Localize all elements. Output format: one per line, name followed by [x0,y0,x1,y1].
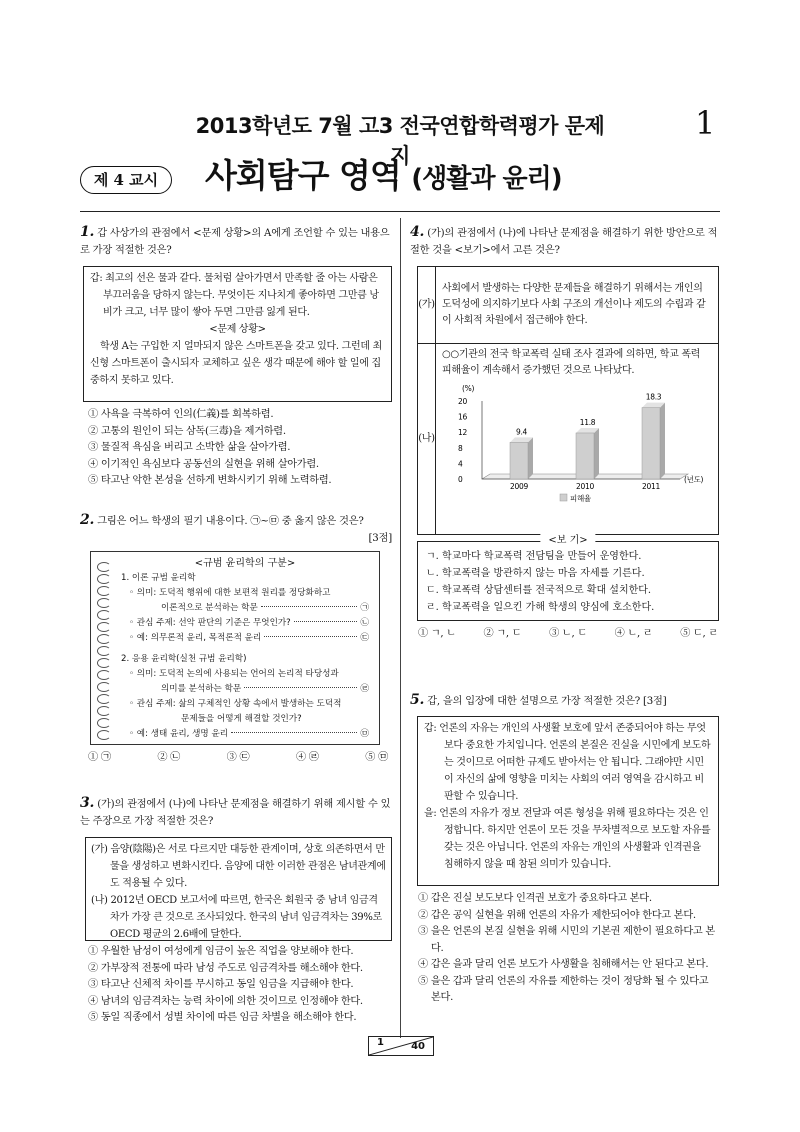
q2-notebook [90,551,380,745]
passage-subtitle: <문제 상황> [209,324,266,335]
text-ga: 사회에서 발생하는 다양한 문제들을 해결하기 위해서는 개인의 도덕성에 의지하기보다 사회 구조의 개선이나 제도의 수립과 같이 사회적 차원에서 접근해야 한다. [436,267,719,344]
notebook-line: ◦ 예: 의무론적 윤리, 목적론적 윤리 ㉢ [121,631,369,646]
q3-passage-box [85,837,392,941]
bar-side [528,437,533,479]
x-tick-label: 2010 [576,482,594,491]
y-tick-label: 16 [458,412,467,422]
text-na: ○○기관의 전국 학교폭력 실태 조사 결과에 의하면, 학교 폭력 피해율이 계속해서 증가했던 것으로 나타났다. [442,349,701,376]
q2-options [88,750,388,767]
option[interactable]: ② 갑은 공익 실현을 위해 언론의 자유가 제한되어야 한다고 본다. [418,909,696,921]
y-tick-label: 4 [458,459,463,469]
question-3 [80,795,392,830]
x-tick-label: 2011 [642,482,660,491]
column-divider [400,218,401,1038]
ring-icon [97,574,111,584]
option[interactable]: ⑤ ㄷ, ㄹ [680,628,718,639]
bar-chart [442,381,712,505]
current-page: 1 [377,1037,384,1048]
ring-icon [97,610,111,620]
q5-passage-box [417,716,719,886]
question-stem: 갑 사상가의 관점에서 <문제 상황>의 A에게 조언할 수 있는 내용으로 가장 적절한 것은? [80,228,390,256]
question-stem: (가)의 관점에서 (나)에 나타난 문제점을 해결하기 위해 제시할 수 있는 주장으로 가장 적절한 것은? [80,799,391,827]
ring-icon [97,658,111,668]
bogi-item: ㄴ. 학교폭력을 방관하지 않는 마음 자세를 기른다. [426,568,645,579]
marker: ㉢ [360,633,369,643]
total-pages: 40 [411,1041,425,1052]
passage-eul: 을: 언론의 자유가 정보 전달과 여론 형성을 위해 필요하다는 것은 인정합니다. 하지만 언론이 모든 것을 무차별적으로 보도할 자유를 갖는 것은 아닙니다. 언론의 자유는 개인의 사생활과 인격권을 침해하지 않을 때 참된 의미가 있습니다. [424,808,711,870]
data-label: 18.3 [645,392,662,402]
q4-options [418,626,718,643]
option[interactable]: ② ㄱ, ㄷ [483,628,522,639]
period-badge: 제 4 교시 [80,166,172,194]
x-axis-unit: (년도) [684,475,704,484]
notebook-line: ◦ 관심 주제: 선악 판단의 기준은 무엇인가? ㉡ [121,616,369,631]
option[interactable]: ④ ㉣ [295,752,319,763]
page-number: 1 [695,104,716,142]
cell-na [436,344,719,535]
data-label: 11.8 [579,417,596,427]
notebook-line: ◦ 관심 주제: 삶의 구체적인 상황 속에서 발생하는 도덕적 [129,699,342,709]
option[interactable]: ④ 남녀의 임금격차는 능력 차이에 의한 것이므로 인정해야 한다. [88,995,363,1007]
marker: ㉤ [360,729,369,739]
notebook-heading: 1. 이론 규범 윤리학 [121,573,196,583]
notebook-line: ◦ 예: 생태 윤리, 생명 윤리 ㉤ [121,727,369,742]
question-number: 3. [80,795,95,811]
q1-passage-box [83,266,392,402]
ring-icon [97,646,111,656]
question-1 [80,224,392,259]
bogi-title: <보 기> [540,534,595,548]
question-stem: (가)의 관점에서 (나)에 나타난 문제점을 해결하기 위한 방안으로 적절한 것을 <보기>에서 고른 것은? [410,228,718,256]
data-label: 9.4 [515,427,528,437]
option[interactable]: ③ 타고난 신체적 차이를 무시하고 동일 임금을 지급해야 한다. [88,979,354,990]
option[interactable]: ③ 을은 언론의 본질 실현을 위해 시민의 기본권 제한이 필요하다고 본다. [418,926,715,954]
notebook-line: ◦ 의미: 도덕적 논의에 사용되는 언어의 논리적 타당성과 [129,669,339,679]
subject-main: 사회탐구 영역 [205,156,401,195]
score-label: [3점] [368,533,392,544]
q4-bogi-box [417,535,719,621]
bogi-item: ㄹ. 학교폭력을 일으킨 가해 학생의 양심에 호소한다. [426,602,655,613]
option[interactable]: ① 갑은 진실 보도보다 인격권 보호가 중요하다고 본다. [418,893,652,904]
legend-label: 피해율 [570,494,591,503]
question-number: 5. [410,692,425,708]
q1-options [88,407,392,490]
notebook-line: ◦ 의미: 도덕적 행위에 대한 보편적 원리를 정당화하고 [129,588,331,598]
bar-side [660,403,665,479]
bogi-item: ㄱ. 학교마다 학교폭력 전담팀을 만들어 운영한다. [426,551,642,562]
notebook-heading: 2. 응용 윤리학(실천 규범 윤리학) [121,654,247,664]
option[interactable]: ④ 갑은 을과 달리 언론 보도가 사생활을 침해해서는 안 된다고 본다. [418,959,709,970]
notebook-title: <규범 윤리학의 구분> [194,558,296,569]
option[interactable]: ④ 이기적인 욕심보다 공동선의 실현을 위해 살아가렴. [88,458,319,470]
ring-icon [97,586,111,596]
legend-swatch [560,494,567,501]
q5-options [418,891,720,1007]
option[interactable]: ② 가부장적 전통에 따라 남성 주도로 임금격차를 해소해야 한다. [88,962,363,974]
q3-options [88,944,392,1027]
ring-icon [97,718,111,728]
y-tick-label: 12 [458,428,467,438]
marker: ㉣ [360,684,369,694]
bar [510,442,528,479]
y-axis-unit: (%) [462,384,475,393]
bar [642,408,660,479]
bogi-item: ㄷ. 학교폭력 상담센터를 전국적으로 확대 설치한다. [426,585,652,596]
header-rule [80,211,720,212]
option[interactable]: ① 사욕을 극복하여 인의(仁義)를 회복하렴. [88,409,274,420]
passage-text: 학생 A는 구입한 지 얼마되지 않은 스마트폰을 갖고 있다. 그런데 최신형 스마트폰이 출시되자 교체하고 싶은 생각 때문에 해야 할 일에 집중하지 못하고 있다. [90,341,382,386]
option[interactable]: ⑤ 동일 직종에서 성별 차이에 따른 임금 차별을 해소해야 한다. [88,1012,357,1023]
q4-table [417,266,719,535]
page-counter [368,1036,434,1056]
question-stem: 갑, 을의 입장에 대한 설명으로 가장 적절한 것은? [3점] [427,696,667,707]
subject-sub: (생활과 윤리) [411,164,562,194]
y-tick-label: 0 [458,475,463,484]
notebook-line: 이론적으로 분석하는 학문 ㉠ [121,601,369,616]
y-tick-label: 8 [458,443,463,453]
passage-gap: 갑: 언론의 자유는 개인의 사생활 보호에 앞서 존중되어야 하는 무엇보다 중요한 가치입니다. 언론의 본질은 진실을 시민에게 보도하는 것이므로 어떠한 규제도 받아서는 안 됩니다. 그래야만 시민이 자신의 삶에 영향을 미치는 사회의 여러 영역을 감시하고 비판할 수 있습니다. [424,723,711,802]
bar-side [594,428,599,479]
question-number: 1. [80,224,95,240]
ring-icon [97,622,111,632]
ring-icon [97,694,111,704]
label-na: (나) [418,344,436,535]
option[interactable]: ⑤ ㉤ [365,752,388,763]
question-number: 2. [80,512,95,528]
ring-icon [97,730,111,740]
option[interactable]: ③ ㉢ [226,752,250,763]
y-tick-label: 20 [458,397,467,406]
ring-icon [97,682,111,692]
notebook-line: 문제들을 어떻게 해결할 것인가? [181,714,302,724]
notebook-line: 의미를 분석하는 학문 ㉣ [121,682,369,697]
subject-title [205,150,562,197]
option[interactable]: ① ㉠ [88,752,111,763]
exam-title: 2013학년도 7월 고3 전국연합학력평가 문제지 [195,114,605,168]
ring-icon [97,598,111,608]
question-number: 4. [410,224,425,240]
option[interactable]: ③ ㄴ, ㄷ [549,628,587,639]
label-ga: (가) [418,267,436,344]
option[interactable]: ③ 물질적 욕심을 버리고 소박한 삶을 살아가렴. [88,442,291,453]
option[interactable]: ④ ㄴ, ㄹ [614,628,653,639]
x-tick-label: 2009 [510,482,528,491]
option[interactable]: ⑤ 을은 갑과 달리 언론의 자유를 제한하는 것이 정당화 될 수 있다고 본다. [418,975,709,1003]
option[interactable]: ⑤ 타고난 악한 본성을 선하게 변화시키기 위해 노력하렴. [88,475,332,486]
option[interactable]: ② 고통의 원인이 되는 삼독(三毒)을 제거하렴. [88,425,286,437]
ring-icon [97,706,111,716]
passage-text: 갑: 최고의 선은 물과 같다. 물처럼 살아가면서 만족할 줄 아는 사람은 부끄러움을 당하지 않는다. 무엇이든 지나치게 좋아하면 그만큼 낭비가 크고, 너무 많이 쌓아 두면 그만큼 잃게 된다. [90,273,379,318]
option[interactable]: ① 우월한 남성이 여성에게 임금이 높은 직업을 양보해야 한다. [88,946,354,957]
question-stem: 그림은 어느 학생의 필기 내용이다. ㉠~㉤ 중 옳지 않은 것은? [97,516,364,527]
question-4 [410,224,720,259]
passage-ga: (가) 음양(陰陽)은 서로 다르지만 대등한 관계이며, 상호 의존하면서 만물을 생성하고 변화시킨다. 음양에 대한 이러한 관점은 남녀관계에도 적용될 수 있다. [91,844,386,889]
marker: ㉠ [360,603,369,613]
ring-icon [97,562,111,572]
ring-icon [97,670,111,680]
bar [576,433,594,479]
marker: ㉡ [360,618,369,628]
question-2 [80,512,392,547]
option[interactable]: ① ㄱ, ㄴ [418,628,456,639]
ring-icon [97,634,111,644]
option[interactable]: ② ㉡ [157,752,181,763]
passage-na: (나) 2012년 OECD 보고서에 따르면, 한국은 회원국 중 남녀 임금격차가 가장 큰 것으로 조사되었다. 한국의 남녀 임금격차는 39%로 OECD 평균의 2.6배에 달한다. [91,895,382,940]
question-5 [410,692,720,710]
